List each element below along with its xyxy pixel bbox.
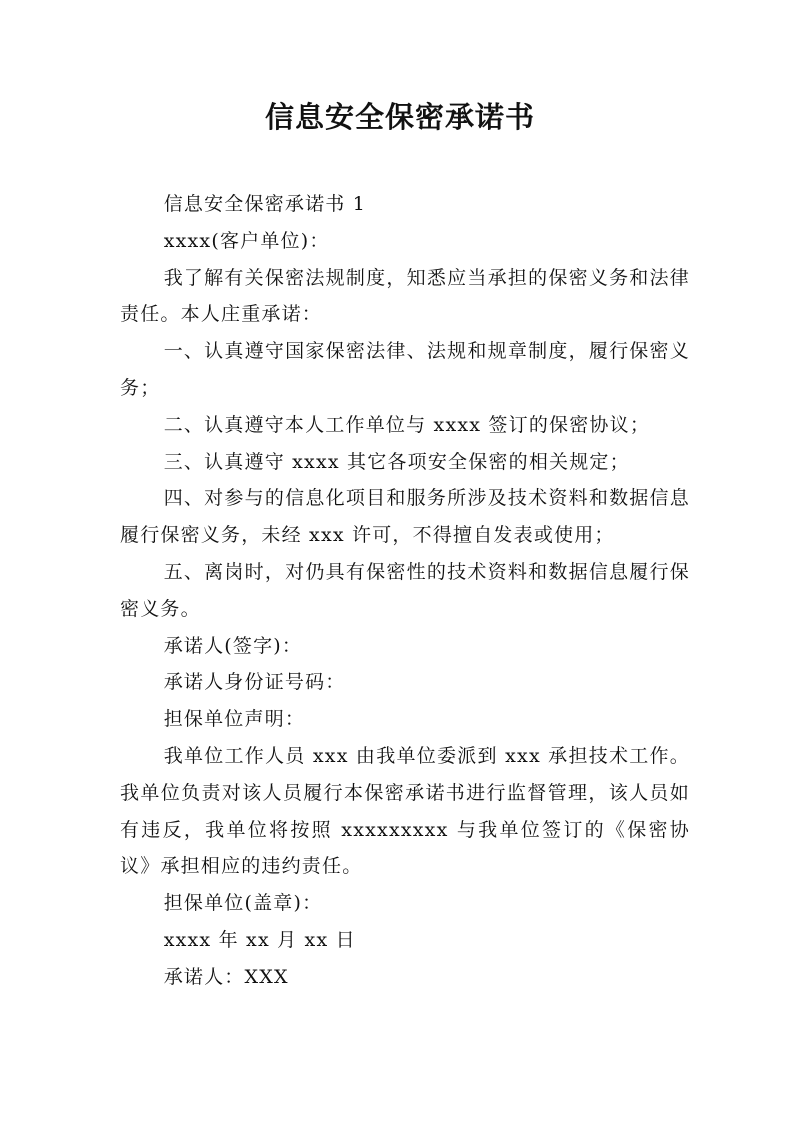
guarantor-seal-line: 担保单位(盖章)： <box>163 892 323 915</box>
guarantor-statement: 我单位工作人员 xxx 由我单位委派到 xxx 承担技术工作。我单位负责对该人员履行本保密承诺书进行监督管理，该人员如有违反，我单位将按照 xxxxxxxxx 与我单位签订的《保密协议》承担相应的违约责任。 <box>120 744 690 878</box>
paragraph-item-1: 一、认真遵守国家保密法律、法规和规章制度，履行保密义务； <box>120 340 690 399</box>
paragraph-intro: 我了解有关保密法规制度，知悉应当承担的保密义务和法律责任。本人庄重承诺： <box>120 266 690 326</box>
paragraph-item-3: 三、认真遵守 xxxx 其它各项安全保密的相关规定； <box>163 450 630 473</box>
document-body <box>120 186 690 996</box>
paragraph-item-5: 五、离岗时，对仍具有保密性的技术资料和数据信息履行保密义务。 <box>120 560 690 620</box>
paragraph-item-4: 四、对参与的信息化项目和服务所涉及技术资料和数据信息履行保密义务，未经 xxx 许可，不得擅自发表或使用； <box>120 487 690 547</box>
paragraph-addressee: xxxx(客户单位)： <box>163 229 330 252</box>
document-title: 信息安全保密承诺书 <box>264 100 535 134</box>
id-number-line: 承诺人身份证号码： <box>163 671 346 694</box>
date-line: xxxx 年 xx 月 xx 日 <box>163 928 356 951</box>
paragraph-subtitle: 信息安全保密承诺书 1 <box>163 193 367 215</box>
promisor-line: 承诺人：XXX <box>163 965 289 988</box>
guarantor-heading: 担保单位声明： <box>163 708 306 731</box>
signature-line: 承诺人(签字)： <box>163 634 303 657</box>
paragraph-item-2: 二、认真遵守本人工作单位与 xxxx 签订的保密协议； <box>163 413 651 436</box>
